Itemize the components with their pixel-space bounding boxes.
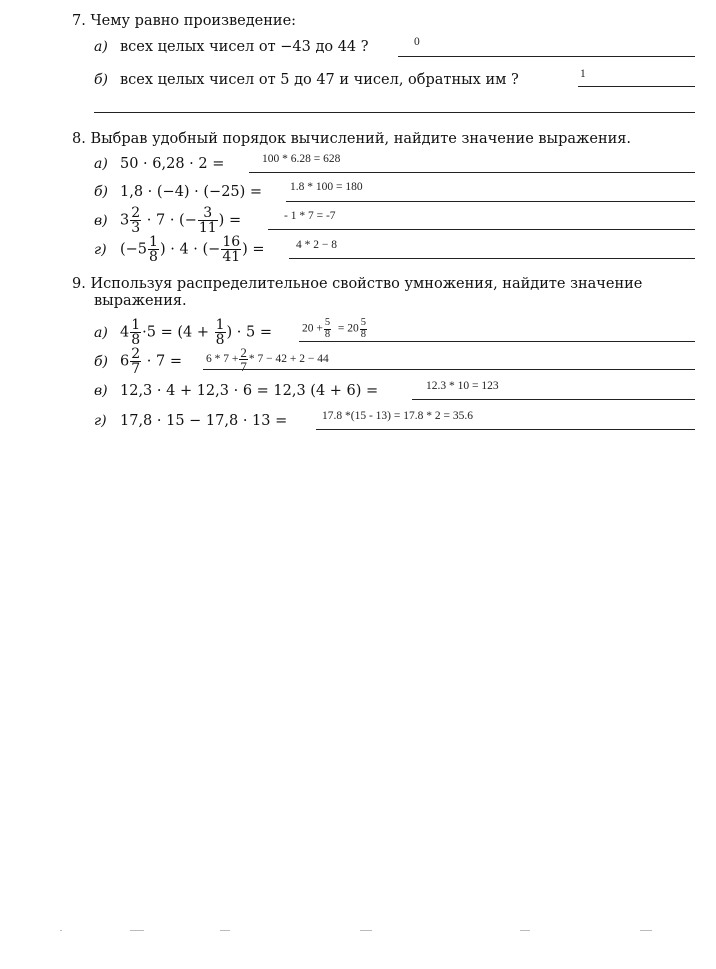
expression-part: ) = xyxy=(242,241,265,258)
question-8c xyxy=(94,206,241,235)
answer-9c[interactable]: 12.3 * 10 = 123 xyxy=(426,380,499,392)
answer-line xyxy=(578,86,695,87)
answer-line xyxy=(268,229,695,230)
question-8d xyxy=(94,235,265,264)
numerator: 2 xyxy=(131,346,141,362)
fraction xyxy=(221,235,241,264)
denominator: 7 xyxy=(240,359,247,374)
question-9d xyxy=(94,413,287,429)
question-title: Используя распределительное свойство умножения, найдите значение xyxy=(90,276,643,292)
denominator: 8 xyxy=(131,332,141,348)
numerator: 2 xyxy=(131,205,141,221)
item-text: всех целых чисел от −43 до 44 ? xyxy=(120,39,369,55)
answer-part: * 7 − 42 + 2 − 44 xyxy=(248,353,329,366)
denominator: 8 xyxy=(360,328,366,340)
item-label: б) xyxy=(94,72,109,88)
numerator: 1 xyxy=(149,234,158,250)
denominator: 8 xyxy=(149,249,158,265)
question-7-heading xyxy=(72,13,296,29)
question-8a xyxy=(94,156,224,172)
answer-line xyxy=(412,399,695,400)
whole-part: 3 xyxy=(120,212,130,229)
fraction xyxy=(130,206,141,235)
answer-8d[interactable]: 4 * 2 − 8 xyxy=(296,239,337,251)
expression: 17,8 · 15 − 17,8 · 13 = xyxy=(120,413,288,429)
numerator: 1 xyxy=(215,317,225,333)
answer-part: 20 + xyxy=(302,322,323,335)
answer-line xyxy=(289,258,695,259)
expression-part: (−5 xyxy=(120,241,148,258)
item-label: а) xyxy=(94,156,108,172)
scan-speck xyxy=(220,930,230,931)
numerator: 5 xyxy=(324,317,331,328)
fraction xyxy=(239,346,248,373)
item-label: а) xyxy=(94,39,108,55)
scan-speck xyxy=(520,930,530,931)
question-number: 9. xyxy=(72,276,86,292)
expression: 12,3 · 4 + 12,3 · 6 = 12,3 (4 + 6) = xyxy=(120,383,379,399)
answer-line xyxy=(249,172,695,173)
answer-8b[interactable]: 1.8 * 100 = 180 xyxy=(290,181,363,193)
question-8b xyxy=(94,184,262,200)
fraction xyxy=(130,347,141,376)
numerator: 5 xyxy=(360,317,366,328)
denominator: 41 xyxy=(222,249,241,265)
numerator: 3 xyxy=(198,206,218,221)
answer-9b[interactable] xyxy=(206,346,329,373)
question-7b xyxy=(94,72,519,88)
expression: 50 · 6,28 · 2 = xyxy=(120,156,225,172)
numerator: 2 xyxy=(240,345,247,360)
expression-part: ) = xyxy=(218,212,242,229)
expression-part: · 7 = xyxy=(146,353,182,370)
answer-line xyxy=(398,56,695,57)
numerator: 16 xyxy=(222,234,241,250)
answer-line xyxy=(299,341,695,342)
fraction xyxy=(360,318,367,340)
numerator: 1 xyxy=(131,317,141,333)
item-label: б) xyxy=(94,353,109,370)
item-label: в) xyxy=(94,212,108,229)
question-7a xyxy=(94,39,369,55)
item-label: б) xyxy=(94,184,109,200)
fraction xyxy=(130,318,141,347)
answer-part: = 20 xyxy=(337,322,359,335)
answer-line xyxy=(286,201,695,202)
expression-part: ) · 5 = xyxy=(226,324,272,341)
denominator: 8 xyxy=(215,332,225,348)
scan-speck xyxy=(640,930,652,931)
answer-9a[interactable] xyxy=(302,318,368,340)
item-label: г) xyxy=(94,413,107,429)
expression-part: ·5 = (4 + xyxy=(142,324,209,341)
question-title: Чему равно произведение: xyxy=(90,13,297,29)
fraction xyxy=(198,206,218,235)
scan-speck xyxy=(360,930,372,931)
fraction xyxy=(215,318,226,347)
question-8-heading xyxy=(72,131,631,147)
denominator: 11 xyxy=(198,220,217,236)
answer-part: 6 * 7 + xyxy=(206,353,239,366)
denominator: 7 xyxy=(131,361,141,377)
question-9-heading-cont: выражения. xyxy=(94,293,187,309)
item-text: всех целых чисел от 5 до 47 и чисел, обратных им ? xyxy=(120,72,519,88)
expression-part: ) · 4 · (− xyxy=(159,241,221,258)
question-number: 7. xyxy=(72,13,86,29)
fraction xyxy=(324,318,331,340)
question-9-heading xyxy=(72,276,642,292)
expression-part: · 7 · (− xyxy=(146,212,197,229)
scan-speck xyxy=(130,930,144,931)
question-9a xyxy=(94,318,272,347)
answer-8a[interactable]: 100 * 6.28 = 628 xyxy=(262,153,341,165)
whole-part: 4 xyxy=(120,324,130,341)
answer-line-extra xyxy=(94,112,695,113)
fraction xyxy=(148,235,159,264)
denominator: 3 xyxy=(131,220,141,236)
answer-7a[interactable]: 0 xyxy=(414,36,420,48)
denominator: 8 xyxy=(324,328,331,340)
item-label: в) xyxy=(94,383,108,399)
answer-9d[interactable]: 17.8 *(15 - 13) = 17.8 * 2 = 35.6 xyxy=(322,410,473,422)
expression: 1,8 · (−4) · (−25) = xyxy=(120,184,263,200)
question-number: 8. xyxy=(72,131,86,147)
item-label: а) xyxy=(94,324,108,341)
item-label: г) xyxy=(94,241,107,258)
scan-speck xyxy=(60,930,62,931)
question-title: Выбрав удобный порядок вычислений, найдите значение выражения. xyxy=(90,131,632,147)
question-9c xyxy=(94,383,378,399)
answer-8c[interactable]: - 1 * 7 = -7 xyxy=(284,210,336,222)
whole-part: 6 xyxy=(120,353,130,370)
answer-line xyxy=(316,429,695,430)
question-9b xyxy=(94,347,182,376)
answer-7b[interactable]: 1 xyxy=(580,68,586,80)
